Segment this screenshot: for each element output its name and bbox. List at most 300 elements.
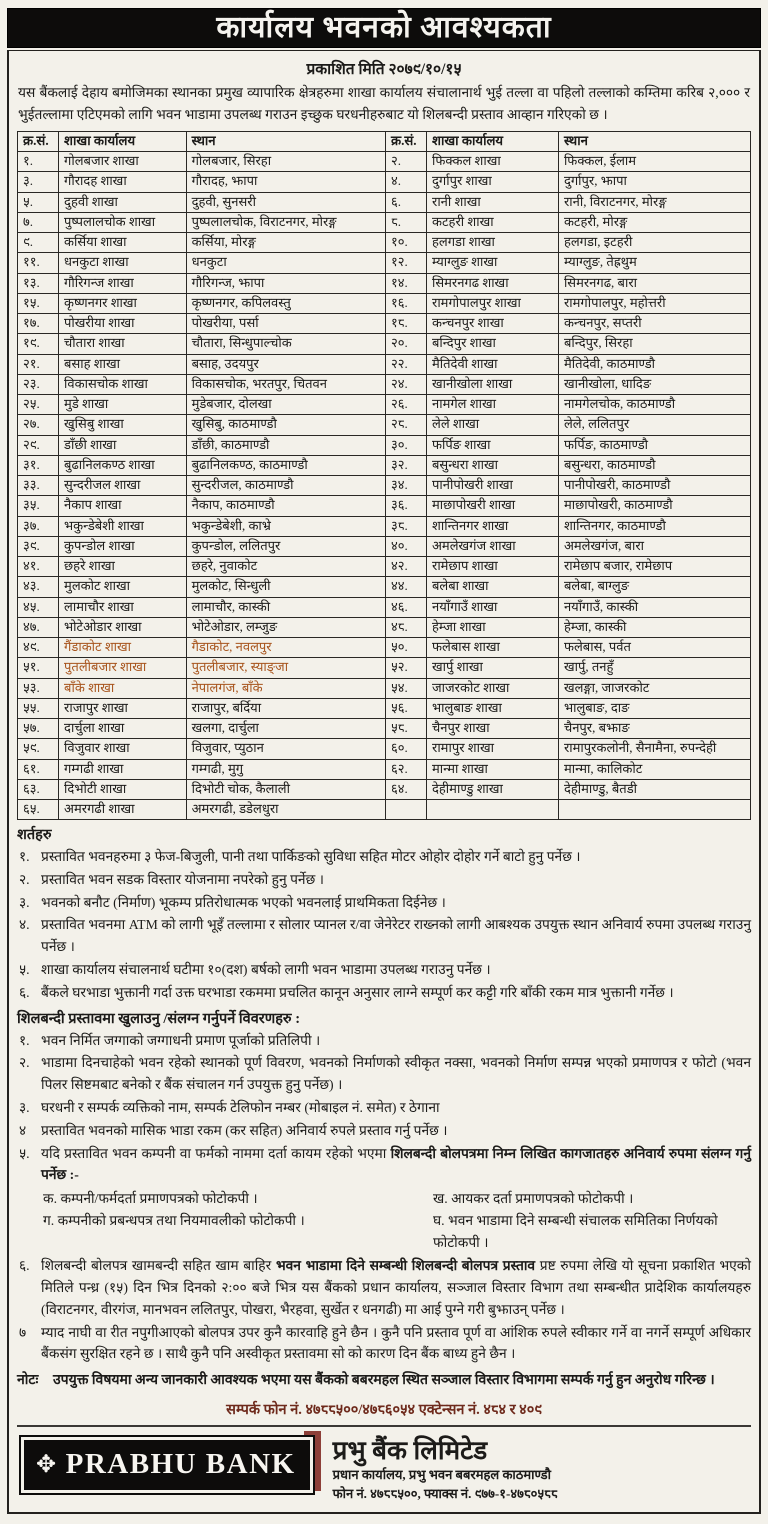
table-cell-loc: गौरादह, झापा [186, 172, 385, 192]
table-row [18, 172, 751, 192]
table-cell-loc: पानीपोखरी, काठमाण्डौ [558, 476, 750, 496]
table-cell-branch: रामगोपालपुर शाखा [427, 293, 559, 313]
details-heading: शिलबन्दी प्रस्तावमा खुलाउनु /संलग्न गर्नुपर्ने विवरणहरु : [17, 1011, 301, 1028]
sub-item-text: ग. कम्पनीको प्रबन्धपत्र तथा नियमावलीको फोटोकपी । [43, 1212, 305, 1228]
table-cell-num: २८. [385, 415, 426, 435]
list-item-number: ४ [19, 1122, 27, 1138]
table-cell-num: ३७. [18, 516, 59, 536]
table-cell-num: ३९. [18, 536, 59, 556]
list-item-text: यदि प्रस्तावित भवन कम्पनी वा फर्मको नाममा दर्ता कायम रहेको भएमा शिलबन्दी बोलपत्रमा निम्न लिखित कागजातहरु अनिवार्य रुपमा संलग्न गर्नु पर्नेछ :- [41, 1145, 751, 1183]
list-item-text: भवनको बनौट (निर्माण) भूकम्प प्रतिरोधात्मक भएको भवनलाई प्राथमिकता दिईनेछ । [41, 894, 446, 910]
table-cell-branch: दुहवी शाखा [59, 192, 187, 212]
branch-table [17, 131, 751, 821]
table-cell-num: १३. [18, 273, 59, 293]
table-cell-loc: भकुन्डेबेशी, काभ्रे [186, 516, 385, 536]
table-cell-branch: दिभोटी शाखा [59, 779, 187, 799]
list-item-text: भाडामा दिनचाहेको भवन रहेको स्थानको पूर्ण विवरण, भवनको निर्माणको स्वीकृत नक्सा, भवनको निर्माण सम्पन्न भएको प्रमाणपत्र र फोटो (भवन पिलर सिष्टमबाट बनेको र बैंक संचालन गर्न उपयुक्त हुनु पर्नेछ) । [41, 1055, 751, 1093]
table-cell-loc: विजुवार, प्युठान [186, 739, 385, 759]
table-row [18, 496, 751, 516]
table-cell-loc: हेम्जा, कास्की [558, 617, 750, 637]
table-cell-loc: सुन्दरीजल, काठमाण्डौ [186, 476, 385, 496]
table-cell-loc: रामेछाप बजार, रामेछाप [558, 557, 750, 577]
table-cell-branch: पानीपोखरी शाखा [427, 476, 559, 496]
table-cell-num: ३३. [18, 476, 59, 496]
table-cell-branch: रानी शाखा [427, 192, 559, 212]
table-row [18, 638, 751, 658]
sub-item-lines [17, 1187, 751, 1255]
list-item-number: ७ [19, 1324, 27, 1340]
table-cell-branch: खानीखोला शाखा [427, 374, 559, 394]
table-cell-loc: पुतलीबजार, स्याङ्जा [186, 658, 385, 678]
table-cell-branch: देहीमाण्डु शाखा [427, 779, 559, 799]
table-cell-loc: म्याग्लुङ, तेह्रथुम [558, 253, 750, 273]
table-cell-num: ३८. [385, 516, 426, 536]
table-cell-branch: फलेबास शाखा [427, 638, 559, 658]
table-row [18, 233, 751, 253]
list-item [17, 1029, 751, 1052]
table-cell-branch [427, 800, 559, 820]
table-cell-branch: बुढानिलकण्ठ शाखा [59, 455, 187, 475]
table-cell-num: ४७. [18, 617, 59, 637]
table-cell-num: ३२. [385, 455, 426, 475]
table-cell-loc: दिभोटी चोक, कैलाली [186, 779, 385, 799]
table-cell-branch: भकुन्डेबेशी शाखा [59, 516, 187, 536]
bank-address: प्रधान कार्यालय, प्रभु भवन बबरमहल काठमाण्डौ [332, 1467, 551, 1483]
table-cell-branch: भोटेओडार शाखा [59, 617, 187, 637]
table-cell-loc: बुढानिलकण्ठ, काठमाण्डौ [186, 455, 385, 475]
table-cell-branch: फर्पिङ शाखा [427, 435, 559, 455]
table-cell-num: ५३. [18, 678, 59, 698]
table-cell-num: ३. [18, 172, 59, 192]
table-cell-loc: खलगा, दार्चुला [186, 719, 385, 739]
list-item [17, 1052, 751, 1097]
table-cell-loc: चैनपुर, बझाङ [558, 719, 750, 739]
table-cell-loc: मैतिदेवी, काठमाण्डौ [558, 354, 750, 374]
table-cell-branch: चैनपुर शाखा [427, 719, 559, 739]
table-cell-loc: नैकाप, काठमाण्डौ [186, 496, 385, 516]
table-cell-loc: मान्मा, कालिकोट [558, 759, 750, 779]
branch-table-body [18, 152, 751, 820]
table-cell-num: ५६. [385, 698, 426, 718]
table-cell-branch: खुसिबु शाखा [59, 415, 187, 435]
table-cell-loc: लामाचौर, कास्की [186, 597, 385, 617]
table-cell-num: २२. [385, 354, 426, 374]
table-cell-num: ४३. [18, 577, 59, 597]
table-cell-num: ३१. [18, 455, 59, 475]
table-cell-loc: रानी, विराटनगर, मोरङ्ग [558, 192, 750, 212]
table-cell-loc: बसाह, उदयपुर [186, 354, 385, 374]
table-cell-loc: डाँछी, काठमाण्डौ [186, 435, 385, 455]
list-item [17, 981, 751, 1004]
table-cell-branch: अमरगढी शाखा [59, 800, 187, 820]
table-cell-loc: नेपालगंज, बाँके [186, 678, 385, 698]
table-row [18, 273, 751, 293]
table-cell-branch: मैतिदेवी शाखा [427, 354, 559, 374]
table-cell-loc: खानीखोला, धादिङ [558, 374, 750, 394]
list-item-text: प्रस्तावित भवनहरुमा ३ फेज-बिजुली, पानी तथा पार्किङको सुविधा सहित मोटर ओहोर दोहोर गर्ने बाटो हुनु पर्नेछ । [41, 848, 581, 864]
table-cell-branch: मान्मा शाखा [427, 759, 559, 779]
table-cell-branch: कटहरी शाखा [427, 212, 559, 232]
table-cell-branch: रामापुर शाखा [427, 739, 559, 759]
bank-phone: फोन नं. ४७८८५००, फ्याक्स नं. ९७७-१-४७८०५८८ [332, 1486, 558, 1502]
table-row [18, 658, 751, 678]
table-cell-branch: कर्सिया शाखा [59, 233, 187, 253]
table-cell-num: ५८. [385, 719, 426, 739]
table-cell-num: २१. [18, 354, 59, 374]
table-row [18, 395, 751, 415]
table-cell-branch: कृष्णनगर शाखा [59, 293, 187, 313]
table-cell-num: ४. [385, 172, 426, 192]
table-cell-num: ३४. [385, 476, 426, 496]
sub-item-text: घ. भवन भाडामा दिने सम्बन्धी संचालक समितिका निर्णयको फोटोकपी । [433, 1212, 718, 1250]
table-cell-loc: देहीमाण्डु, बैतडी [558, 779, 750, 799]
table-cell-loc: लेले, ललितपुर [558, 415, 750, 435]
table-row [18, 476, 751, 496]
list-item [17, 1321, 751, 1366]
list-item-number: ४. [19, 917, 30, 933]
table-row [18, 152, 751, 172]
table-cell-num [385, 800, 426, 820]
table-cell-num: ४५. [18, 597, 59, 617]
table-cell-num: २९. [18, 435, 59, 455]
sub-item-line [43, 1188, 751, 1210]
col-header-location-right: स्थान [558, 131, 750, 152]
table-cell-loc: धनकुटा [186, 253, 385, 273]
table-row [18, 800, 751, 820]
table-cell-loc: नामगेलचोक, काठमाण्डौ [558, 395, 750, 415]
table-cell-branch: पोखरीया शाखा [59, 314, 187, 334]
table-cell-loc: खार्पु, तनहुँ [558, 658, 750, 678]
table-cell-branch: लेले शाखा [427, 415, 559, 435]
table-cell-loc: गैडाकोट, नवलपुर [186, 638, 385, 658]
table-cell-branch: गैंडाकोट शाखा [59, 638, 187, 658]
details-list [17, 1029, 751, 1366]
table-cell-loc: शान्तिनगर, काठमाण्डौ [558, 516, 750, 536]
table-cell-loc: राजापुर, बर्दिया [186, 698, 385, 718]
list-item-text: प्रस्तावित भवन सडक विस्तार योजनामा नपरेको हुनु पर्नेछ । [41, 871, 324, 887]
table-cell-num: ७. [18, 212, 59, 232]
table-cell-branch: नैकाप शाखा [59, 496, 187, 516]
list-item-text: बैंकले घरभाडा भुक्तानी गर्दा उक्त घरभाडा रकममा प्रचलित कानून अनुसार लाग्ने सम्पूर्ण कर कट्टी गरि बाँकी रकम मात्र भुक्तानी गर्नेछ । [41, 984, 674, 1000]
table-cell-num: ४१. [18, 557, 59, 577]
table-cell-num: ४४. [385, 577, 426, 597]
table-cell-branch: लामाचौर शाखा [59, 597, 187, 617]
table-cell-branch: गौरादह शाखा [59, 172, 187, 192]
notice-body [7, 50, 761, 1514]
list-item-text: प्रस्तावित भवनमा ATM को लागी भूइँ तल्लामा र सोलार प्यानल र/वा जेनेरेटर राख्नको लागी आबश्यक उपयुक्त स्थान अनिवार्य रुपमा उपलब्ध गराउनु पर्नेछ । [41, 917, 751, 955]
table-row [18, 739, 751, 759]
table-row [18, 678, 751, 698]
table-cell-branch: मुडे शाखा [59, 395, 187, 415]
table-cell-num: १६. [385, 293, 426, 313]
table-cell-loc: कर्सिया, मोरङ्ग [186, 233, 385, 253]
table-cell-num: ६१. [18, 759, 59, 779]
table-cell-loc: विकासचोक, भरतपुर, चितवन [186, 374, 385, 394]
table-cell-num: ५४. [385, 678, 426, 698]
table-cell-num: ५०. [385, 638, 426, 658]
table-cell-branch: भालुबाङ शाखा [427, 698, 559, 718]
terms-list [17, 845, 751, 1004]
table-cell-loc: खुसिबु, काठमाण्डौ [186, 415, 385, 435]
table-cell-loc: कन्चनपुर, सप्तरी [558, 314, 750, 334]
table-cell-num: ६५. [18, 800, 59, 820]
table-row [18, 698, 751, 718]
table-cell-loc: बसुन्धरा, काठमाण्डौ [558, 455, 750, 475]
table-row [18, 536, 751, 556]
table-cell-loc: दुहवी, सुनसरी [186, 192, 385, 212]
list-item [17, 958, 751, 981]
table-cell-loc: भोटेओडार, लम्जुङ [186, 617, 385, 637]
table-cell-num: ५. [18, 192, 59, 212]
table-cell-num: २७. [18, 415, 59, 435]
table-row [18, 435, 751, 455]
table-cell-branch: मुलकोट शाखा [59, 577, 187, 597]
table-cell-num: ५७. [18, 719, 59, 739]
table-cell-num: ६३. [18, 779, 59, 799]
table-cell-num: १९. [18, 334, 59, 354]
table-cell-branch: अमलेखगंज शाखा [427, 536, 559, 556]
table-cell-loc: फलेबास, पर्वत [558, 638, 750, 658]
table-cell-num: ६२. [385, 759, 426, 779]
list-item [17, 1119, 751, 1142]
logo-text: PRABHU BANK [65, 1448, 296, 1481]
table-cell-num: १४. [385, 273, 426, 293]
table-cell-loc: गौरिगन्ज, झापा [186, 273, 385, 293]
table-cell-branch: धनकुटा शाखा [59, 253, 187, 273]
table-row [18, 192, 751, 212]
col-header-branch-left: शाखा कार्यालय [59, 131, 187, 152]
list-item-number: ६. [19, 984, 30, 1000]
table-cell-num: २५. [18, 395, 59, 415]
table-cell-loc: भालुबाङ, दाङ [558, 698, 750, 718]
table-cell-num: १५. [18, 293, 59, 313]
table-cell-loc: अमलेखगंज, बारा [558, 536, 750, 556]
col-header-sn-right: क्र.सं. [385, 131, 426, 152]
table-cell-loc: मुलकोट, सिन्धुली [186, 577, 385, 597]
table-cell-loc: कृष्णनगर, कपिलवस्तु [186, 293, 385, 313]
table-row [18, 759, 751, 779]
published-date: प्रकाशित मिति २०७९/१०/१५ [306, 61, 462, 78]
table-cell-branch: नयाँगाउँ शाखा [427, 597, 559, 617]
page-title: कार्यालय भवनको आवश्यकता [7, 8, 761, 48]
table-row [18, 334, 751, 354]
table-cell-num: ४०. [385, 536, 426, 556]
table-cell-loc: पोखरीया, पर्सा [186, 314, 385, 334]
table-row [18, 415, 751, 435]
table-cell-num: २३. [18, 374, 59, 394]
table-cell-branch: म्याग्लुङ शाखा [427, 253, 559, 273]
table-cell-num: ६०. [385, 739, 426, 759]
table-cell-branch: बसाह शाखा [59, 354, 187, 374]
table-cell-branch: फिक्कल शाखा [427, 152, 559, 172]
table-row [18, 293, 751, 313]
table-cell-branch: दुर्गापुर शाखा [427, 172, 559, 192]
list-item-number: ५. [19, 1145, 30, 1161]
list-item [17, 914, 751, 959]
sub-item-line [43, 1210, 751, 1254]
table-cell-num: ४८. [385, 617, 426, 637]
table-cell-num: ५१. [18, 658, 59, 678]
table-cell-branch: राजापुर शाखा [59, 698, 187, 718]
table-cell-num: १०. [385, 233, 426, 253]
table-cell-num: २०. [385, 334, 426, 354]
table-cell-branch: गम्गढी शाखा [59, 759, 187, 779]
table-cell-num: ३०. [385, 435, 426, 455]
table-cell-branch: गोलबजार शाखा [59, 152, 187, 172]
table-row [18, 314, 751, 334]
table-cell-loc: बन्दिपुर, सिरहा [558, 334, 750, 354]
note-paragraph [17, 1366, 751, 1394]
table-row [18, 455, 751, 475]
terms-heading: शर्तहरु [17, 827, 52, 844]
table-cell-loc: गम्गढी, मुगु [186, 759, 385, 779]
table-row [18, 577, 751, 597]
list-item [17, 1255, 751, 1321]
table-cell-num: ५२. [385, 658, 426, 678]
col-header-sn-left: क्र.सं. [18, 131, 59, 152]
table-cell-branch: हलगडा शाखा [427, 233, 559, 253]
table-cell-num: ९. [18, 233, 59, 253]
table-cell-num: ३५. [18, 496, 59, 516]
table-row [18, 516, 751, 536]
bank-info [315, 1435, 558, 1504]
list-item-number: २. [19, 871, 30, 887]
table-cell-branch: खार्पु शाखा [427, 658, 559, 678]
list-item [17, 891, 751, 914]
table-cell-num: ८. [385, 212, 426, 232]
intro-paragraph: यस बैंकलाई देहाय बमोजिमका स्थानका प्रमुख व्यापारिक क्षेत्रहरुमा शाखा कार्यालय संचालानार्थ भुई तल्ला वा पहिलो तल्लाको कम्तिमा करिब २,००० र भुईतल्लामा एटिएमको लागि भवन भाडामा उपलब्ध गराउन इच्छुक घरधनीहरुबाट यो शिलबन्दी प्रस्ताव आव्हान गरिएको छ । [18, 85, 750, 123]
table-row [18, 597, 751, 617]
table-cell-branch: बलेबा शाखा [427, 577, 559, 597]
table-row [18, 374, 751, 394]
table-cell-branch: डाँछी शाखा [59, 435, 187, 455]
table-cell-branch: बन्दिपुर शाखा [427, 334, 559, 354]
table-cell-num: ४२. [385, 557, 426, 577]
table-cell-num: १२. [385, 253, 426, 273]
list-item [17, 868, 751, 891]
table-row [18, 212, 751, 232]
footer [17, 1435, 751, 1506]
table-cell-loc: चौतारा, सिन्धुपाल्चोक [186, 334, 385, 354]
table-row [18, 779, 751, 799]
contact-phone-line: सम्पर्क फोन नं. ४७८८५००/४७८६०५४ एक्टेन्सन नं. ४८४ र ४०९ [226, 1402, 542, 1419]
table-cell-num: ६. [385, 192, 426, 212]
table-cell-branch: पुतलीबजार शाखा [59, 658, 187, 678]
table-cell-loc: गोलबजार, सिरहा [186, 152, 385, 172]
prabhu-cross-icon: ✥ [36, 1452, 58, 1479]
table-cell-loc: अमरगढी, डडेलधुरा [186, 800, 385, 820]
table-cell-loc: रामगोपालपुर, महोत्तरी [558, 293, 750, 313]
table-cell-loc: खलङ्गा, जाजरकोट [558, 678, 750, 698]
list-item-number: १. [19, 1032, 30, 1048]
table-cell-loc [558, 800, 750, 820]
table-cell-branch: जाजरकोट शाखा [427, 678, 559, 698]
table-row [18, 719, 751, 739]
table-cell-branch: विकासचोक शाखा [59, 374, 187, 394]
list-item-number: ६. [19, 1258, 30, 1274]
table-cell-branch: माछापोखरी शाखा [427, 496, 559, 516]
col-header-branch-right: शाखा कार्यालय [427, 131, 559, 152]
table-cell-branch: विजुवार शाखा [59, 739, 187, 759]
table-cell-branch: कुपन्डोल शाखा [59, 536, 187, 556]
list-item-text: शिलबन्दी बोलपत्र खामबन्दी सहित खाम बाहिर भवन भाडामा दिने सम्बन्धी शिलबन्दी बोलपत्र प्रस्ताव प्रष्ट रुपमा लेखि यो सूचना प्रकाशित भएको मितिले पन्ध्र (१५) दिन भित्र दिनको २:०० बजे भित्र यस बैंकको प्रधान कार्यालय, सञ्जाल विस्तार विभाग तथा सम्बन्धीत प्रादेशिक कार्यालयहरु (विराटनगर, वीरगंज, मानभवन ललितपुर, पोखरा, भैरहवा, सुर्खेत र धनगढी) मा आई पुग्ने गरी बुझाउन् पर्नेछ । [41, 1258, 751, 1317]
list-item-number: ३. [19, 894, 30, 910]
sub-item-text: क. कम्पनी/फर्मदर्ता प्रमाणपत्रको फोटोकपी । [43, 1190, 258, 1206]
table-cell-loc: सिमरनगढ, बारा [558, 273, 750, 293]
table-cell-num: ४९. [18, 638, 59, 658]
list-item-number: २. [19, 1055, 30, 1071]
table-cell-branch: बाँके शाखा [59, 678, 187, 698]
table-cell-num: ४६. [385, 597, 426, 617]
list-item [17, 845, 751, 868]
list-item [17, 1096, 751, 1119]
prabhu-bank-logo [19, 1435, 315, 1495]
table-cell-loc: फिक्कल, ईलाम [558, 152, 750, 172]
table-row [18, 253, 751, 273]
table-row [18, 557, 751, 577]
table-cell-loc: फर्पिङ, काठमाण्डौ [558, 435, 750, 455]
table-header-row [18, 131, 751, 152]
table-cell-loc: नयाँगाउँ, कास्की [558, 597, 750, 617]
table-cell-loc: दुर्गापुर, झापा [558, 172, 750, 192]
table-cell-branch: नामगेल शाखा [427, 395, 559, 415]
table-cell-branch: सिमरनगढ शाखा [427, 273, 559, 293]
table-row [18, 617, 751, 637]
table-cell-branch: छहरे शाखा [59, 557, 187, 577]
list-item-number: ५. [19, 961, 30, 977]
table-cell-num: १८. [385, 314, 426, 334]
table-cell-num: १७. [18, 314, 59, 334]
list-item-text: घरधनी र सम्पर्क व्यक्तिको नाम, सम्पर्क टेलिफोन नम्बर (मोबाइल नं. समेत) र ठेगाना [41, 1099, 440, 1115]
table-cell-num: १. [18, 152, 59, 172]
note-text: उपयुक्त विषयमा अन्य जानकारी आवश्यक भएमा यस बैंकको बबरमहल स्थित सञ्जाल विस्तार विभागमा सम्पर्क गर्नु हुन अनुरोध गरिन्छ । [53, 1372, 715, 1388]
table-cell-loc: माछापोखरी, काठमाण्डौ [558, 496, 750, 516]
table-cell-num: ५५. [18, 698, 59, 718]
bank-name: प्रभु बैंक लिमिटेड [332, 1436, 488, 1466]
sub-item-text: ख. आयकर दर्ता प्रमाणपत्रको फोटोकपी । [433, 1190, 634, 1206]
list-item-number: ३. [19, 1099, 30, 1115]
table-cell-num: ३६. [385, 496, 426, 516]
table-cell-num: २६. [385, 395, 426, 415]
table-cell-loc: छहरे, नुवाकोट [186, 557, 385, 577]
table-cell-loc: कुपन्डोल, ललितपुर [186, 536, 385, 556]
note-label: नोटः [17, 1372, 39, 1388]
table-cell-branch: शान्तिनगर शाखा [427, 516, 559, 536]
table-cell-branch: कन्चनपुर शाखा [427, 314, 559, 334]
table-cell-loc: कटहरी, मोरङ्ग [558, 212, 750, 232]
list-item-text: शाखा कार्यालय संचालनार्थ घटीमा १०(दश) बर्षको लागी भवन भाडामा उपलब्ध गराउनु पर्नेछ । [41, 961, 491, 977]
list-item-text: म्याद नाघी वा रीत नपुगीआएको बोलपत्र उपर कुनै कारवाहि हुने छैन । कुनै पनि प्रस्ताव पूर्ण वा आंशिक रुपले स्वीकार गर्ने वा नगर्ने सम्पूर्ण अधिकार बैंकसंग सुरक्षित रहने छ । साथै कुनै पनि अस्वीकृत प्रस्तावमा सो को कारण दिन बैंक बाध्य हुने छैन । [41, 1324, 751, 1362]
table-cell-loc: पुष्पलालचोक, विराटनगर, मोरङ्ग [186, 212, 385, 232]
list-item-number: १. [19, 848, 30, 864]
table-cell-num: ५९. [18, 739, 59, 759]
table-cell-branch: हेम्जा शाखा [427, 617, 559, 637]
table-cell-branch: चौतारा शाखा [59, 334, 187, 354]
table-cell-loc: बलेबा, बाग्लुङ [558, 577, 750, 597]
table-row [18, 354, 751, 374]
table-cell-branch: सुन्दरीजल शाखा [59, 476, 187, 496]
list-item-text: भवन निर्मित जग्गाको जग्गाधनी प्रमाण पूर्जाको प्रतिलिपी । [41, 1032, 321, 1048]
table-cell-num: ६४. [385, 779, 426, 799]
table-cell-branch: रामेछाप शाखा [427, 557, 559, 577]
table-cell-num: २४. [385, 374, 426, 394]
table-cell-loc: हलगडा, इटहरी [558, 233, 750, 253]
table-cell-loc: मुडेबजार, दोलखा [186, 395, 385, 415]
table-cell-num: ११. [18, 253, 59, 273]
table-cell-num: २. [385, 152, 426, 172]
list-item-text: प्रस्तावित भवनको मासिक भाडा रकम (कर सहित) अनिवार्य रुपले प्रस्ताव गर्नु पर्नेछ । [41, 1122, 448, 1138]
footer-divider [17, 1425, 751, 1427]
